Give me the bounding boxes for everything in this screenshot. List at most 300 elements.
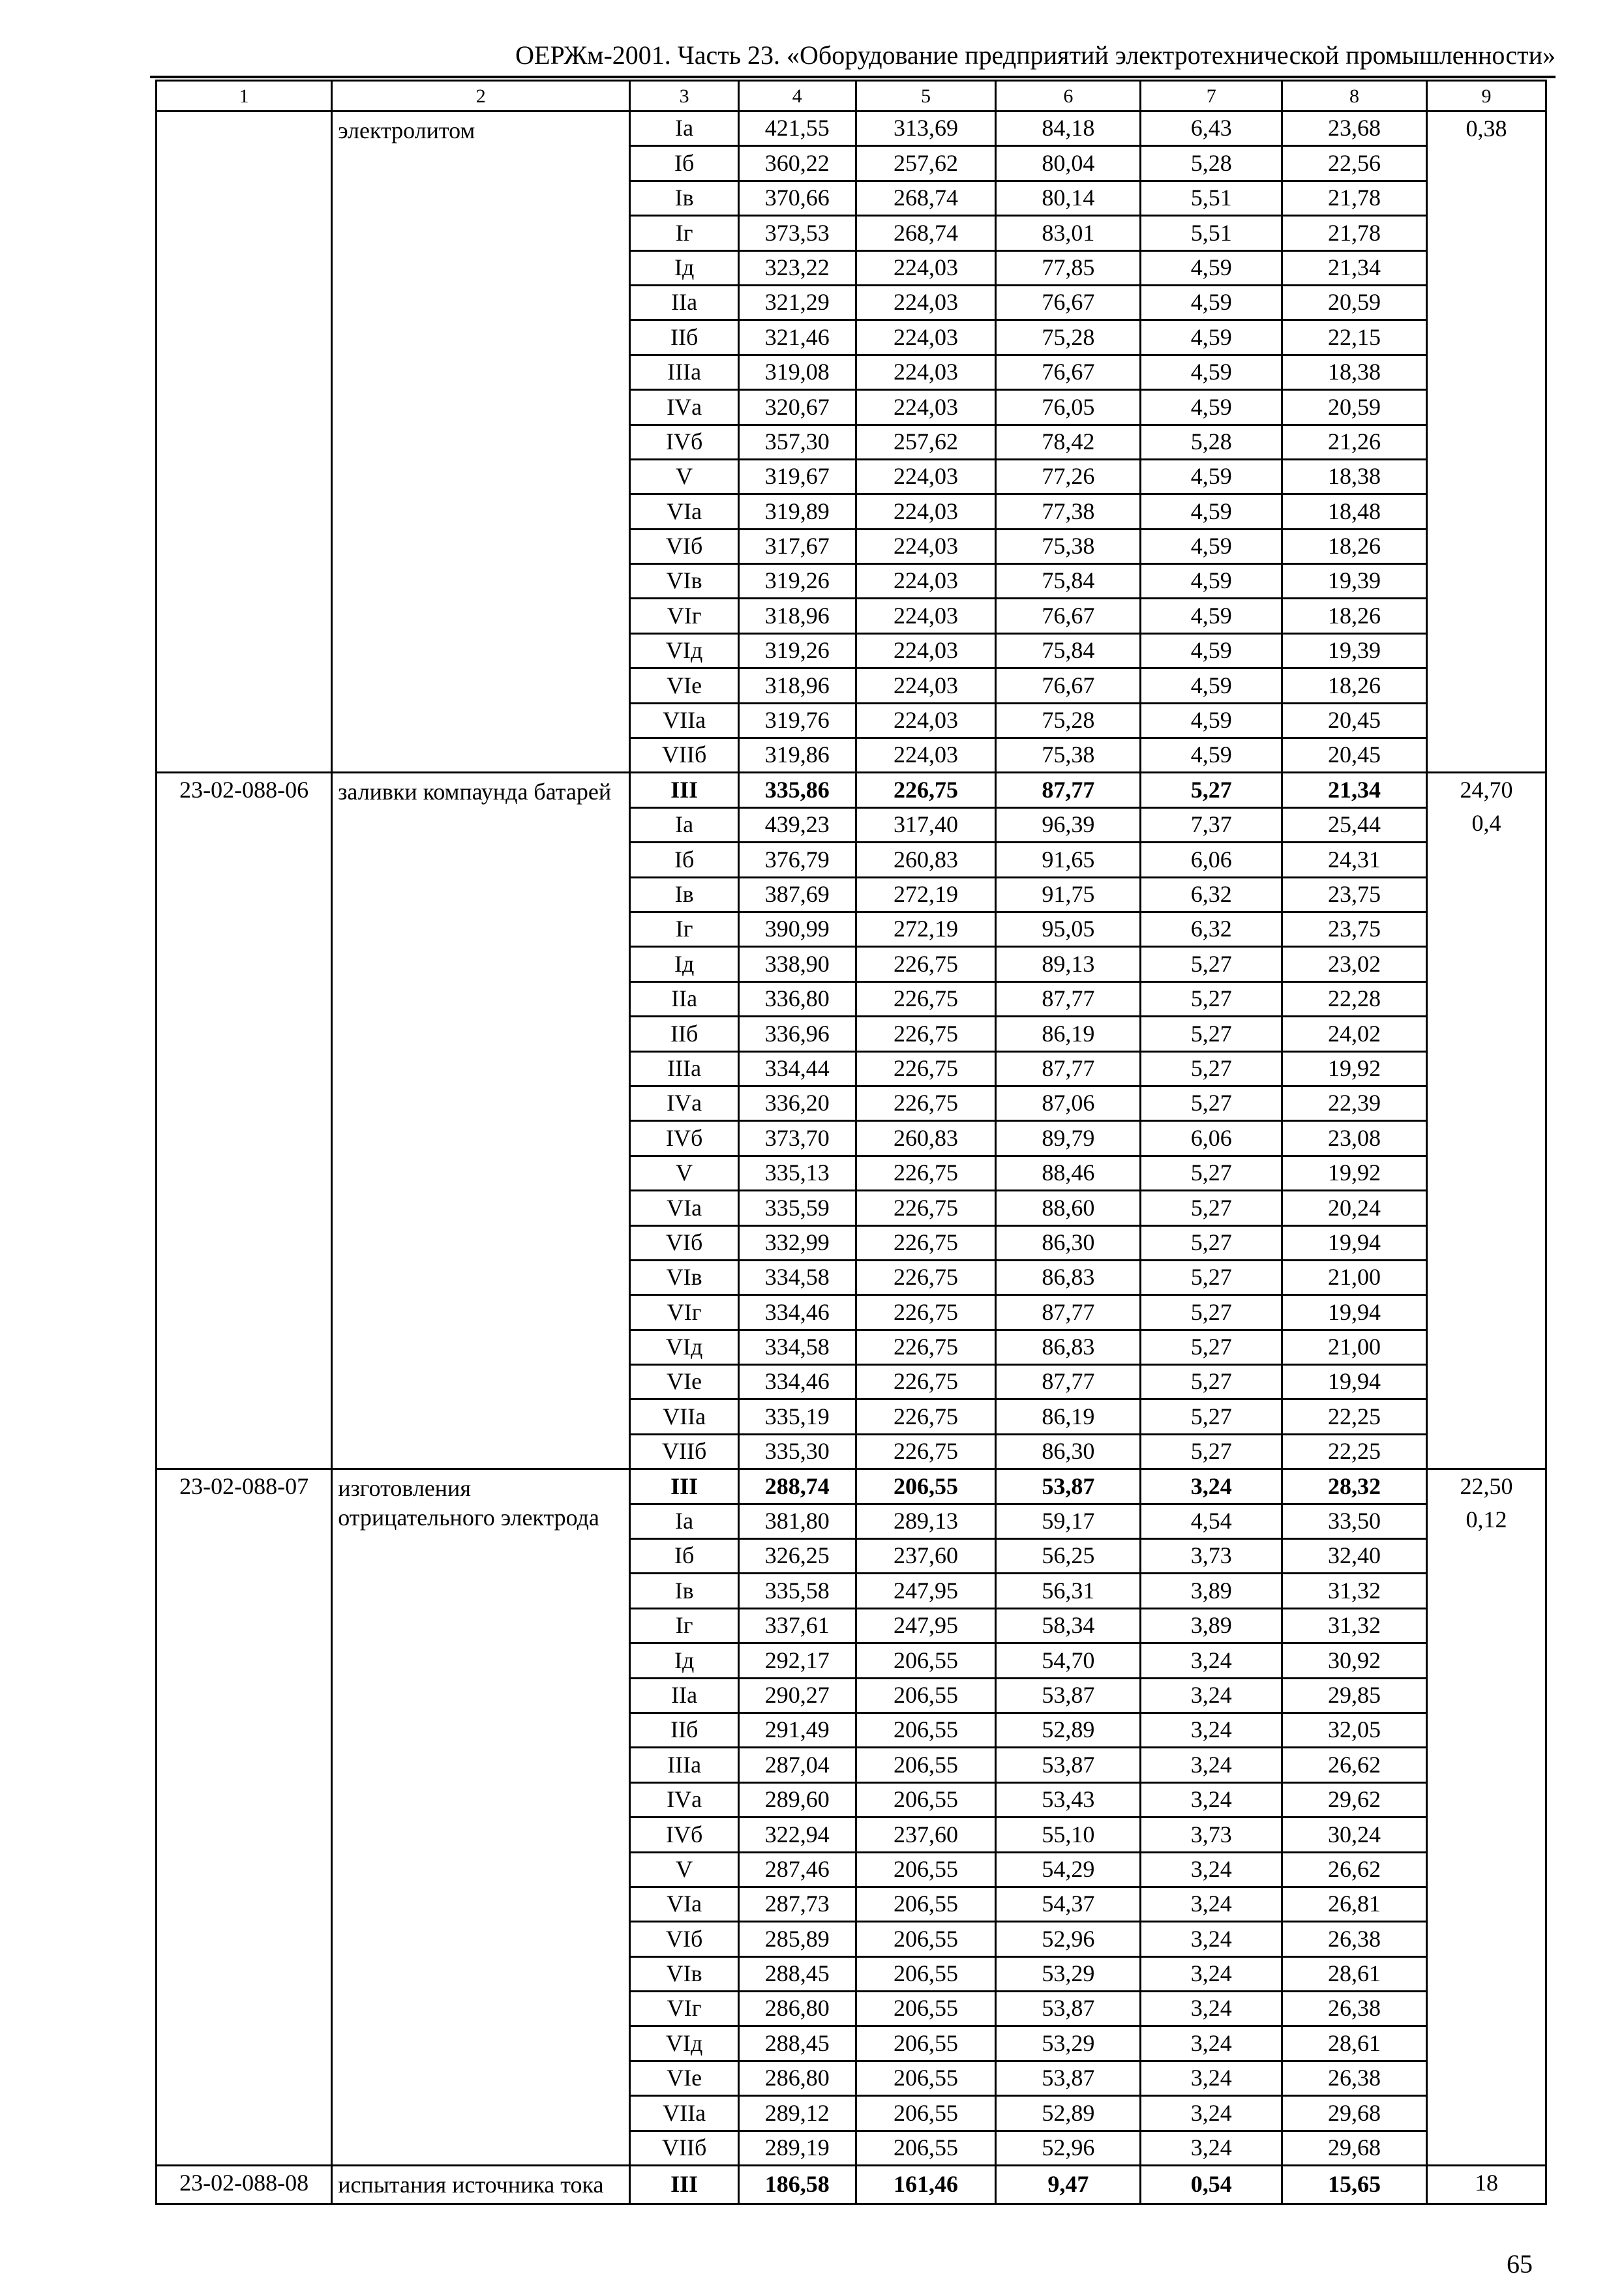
value-cell: 0,54 (1141, 2166, 1282, 2204)
value-cell: 4,59 (1141, 459, 1282, 494)
value-cell: 29,62 (1282, 1782, 1427, 1817)
page-number: 65 (1507, 2249, 1533, 2279)
value-cell: 335,58 (738, 1574, 856, 1608)
value-cell: 224,03 (856, 703, 996, 738)
value-cell: 19,39 (1282, 633, 1427, 668)
value-cell: 75,84 (996, 564, 1141, 599)
value-cell: 4,59 (1141, 320, 1282, 355)
value-cell: 313,69 (856, 112, 996, 146)
value-cell: 77,85 (996, 250, 1141, 285)
value-cell: 22,25 (1282, 1434, 1427, 1469)
zone-cell: IIб (630, 1017, 738, 1051)
value-cell: 3,24 (1141, 1887, 1282, 1921)
value-cell: 3,24 (1141, 2061, 1282, 2095)
value-cell: 76,67 (996, 355, 1141, 389)
value-cell: 335,13 (738, 1156, 856, 1190)
value-cell: 23,08 (1282, 1121, 1427, 1156)
value-cell: 290,27 (738, 1678, 856, 1713)
value-cell: 31,32 (1282, 1608, 1427, 1643)
value-cell: 206,55 (856, 1922, 996, 1956)
value-cell: 91,65 (996, 843, 1141, 877)
value-cell: 87,77 (996, 1051, 1141, 1086)
value-cell: 4,59 (1141, 285, 1282, 320)
value-cell: 76,05 (996, 390, 1141, 425)
value-cell: 376,79 (738, 843, 856, 877)
value-cell: 320,67 (738, 390, 856, 425)
value-cell: 237,60 (856, 1818, 996, 1852)
zone-cell: VIг (630, 1992, 738, 2026)
material-column-cell (1427, 2166, 1546, 2204)
value-cell: 224,03 (856, 390, 996, 425)
value-cell: 321,29 (738, 285, 856, 320)
value-cell: 22,39 (1282, 1086, 1427, 1120)
value-cell: 3,73 (1141, 1539, 1282, 1574)
column-number: 5 (856, 81, 996, 112)
value-cell: 26,62 (1282, 1748, 1427, 1782)
value-cell: 6,32 (1141, 912, 1282, 946)
material-column-cell (1427, 773, 1546, 1469)
zone-cell: Iд (630, 947, 738, 981)
value-cell: 288,74 (738, 1469, 856, 1504)
zone-cell: VIд (630, 633, 738, 668)
value-cell: 260,83 (856, 1121, 996, 1156)
value-cell: 291,49 (738, 1713, 856, 1747)
value-cell: 206,55 (856, 2061, 996, 2095)
zone-cell: VIб (630, 1922, 738, 1956)
value-cell: 80,04 (996, 146, 1141, 181)
zone-cell: VIIа (630, 2096, 738, 2131)
column-number: 9 (1427, 81, 1546, 112)
value-cell: 319,89 (738, 494, 856, 529)
value-cell: 18,38 (1282, 459, 1427, 494)
value-cell: 86,83 (996, 1260, 1141, 1294)
value-cell: 224,03 (856, 529, 996, 563)
value-cell: 226,75 (856, 947, 996, 981)
value-cell: 23,75 (1282, 912, 1427, 946)
zone-cell: V (630, 1852, 738, 1887)
value-cell: 421,55 (738, 112, 856, 146)
value-cell: 224,03 (856, 494, 996, 529)
table-row (157, 773, 1546, 807)
zone-cell: Iд (630, 1643, 738, 1678)
value-cell: 5,28 (1141, 146, 1282, 181)
value-cell: 322,94 (738, 1818, 856, 1852)
value-cell: 206,55 (856, 2131, 996, 2165)
value-cell: 26,62 (1282, 1852, 1427, 1887)
value-cell: 87,77 (996, 1365, 1141, 1399)
value-cell: 319,76 (738, 703, 856, 738)
zone-cell: Iа (630, 1504, 738, 1538)
value-cell: 4,59 (1141, 633, 1282, 668)
value-cell: 4,59 (1141, 390, 1282, 425)
value-cell: 206,55 (856, 1782, 996, 1817)
value-cell: 21,26 (1282, 425, 1427, 459)
value-cell: 19,92 (1282, 1051, 1427, 1086)
value-cell: 95,05 (996, 912, 1141, 946)
value-cell: 289,19 (738, 2131, 856, 2165)
column-9-sub-value: 0,4 (1471, 809, 1501, 836)
value-cell: 19,94 (1282, 1295, 1427, 1330)
value-cell: 319,08 (738, 355, 856, 389)
value-cell: 335,86 (738, 773, 856, 807)
value-cell: 54,29 (996, 1852, 1141, 1887)
zone-cell: III (630, 1469, 738, 1504)
value-cell: 318,96 (738, 668, 856, 703)
value-cell: 289,60 (738, 1782, 856, 1817)
value-cell: 326,25 (738, 1539, 856, 1574)
value-cell: 226,75 (856, 773, 996, 807)
value-cell: 5,27 (1141, 1399, 1282, 1434)
column-9-value: 22,50 (1460, 1473, 1513, 1500)
value-cell: 3,24 (1141, 2026, 1282, 2061)
value-cell: 21,00 (1282, 1330, 1427, 1364)
value-cell: 206,55 (856, 1469, 996, 1504)
value-cell: 224,03 (856, 738, 996, 773)
value-cell: 53,87 (996, 1748, 1141, 1782)
running-header (150, 39, 1556, 78)
zone-cell: VIе (630, 1365, 738, 1399)
value-cell: 334,44 (738, 1051, 856, 1086)
zone-cell: VIг (630, 1295, 738, 1330)
value-cell: 52,96 (996, 2131, 1141, 2165)
value-cell: 336,20 (738, 1086, 856, 1120)
zone-cell: VIIа (630, 703, 738, 738)
value-cell: 226,75 (856, 1051, 996, 1086)
table-row (157, 112, 1546, 146)
value-cell: 56,31 (996, 1574, 1141, 1608)
work-name: электролитом (332, 112, 630, 773)
zone-cell: VIд (630, 1330, 738, 1364)
value-cell: 53,43 (996, 1782, 1141, 1817)
value-cell: 3,24 (1141, 1852, 1282, 1887)
value-cell: 25,44 (1282, 807, 1427, 842)
value-cell: 5,27 (1141, 1330, 1282, 1364)
value-cell: 20,45 (1282, 738, 1427, 773)
value-cell: 21,78 (1282, 181, 1427, 215)
value-cell: 226,75 (856, 1434, 996, 1469)
value-cell: 3,24 (1141, 2096, 1282, 2131)
value-cell: 53,87 (996, 1992, 1141, 2026)
value-cell: 224,03 (856, 320, 996, 355)
value-cell: 87,06 (996, 1086, 1141, 1120)
value-cell: 289,13 (856, 1504, 996, 1538)
value-cell: 247,95 (856, 1574, 996, 1608)
header-title: ОЕРЖм-2001. Часть 23. «Оборудование предприятий электротехнической промышленности» (515, 40, 1556, 70)
value-cell: 30,92 (1282, 1643, 1427, 1678)
value-cell: 226,75 (856, 1086, 996, 1120)
value-cell: 226,75 (856, 1017, 996, 1051)
value-cell: 26,38 (1282, 1992, 1427, 2026)
value-cell: 3,89 (1141, 1608, 1282, 1643)
zone-cell: IIIа (630, 1051, 738, 1086)
value-cell: 19,94 (1282, 1225, 1427, 1260)
value-cell: 5,27 (1141, 1017, 1282, 1051)
value-cell: 360,22 (738, 146, 856, 181)
value-cell: 4,59 (1141, 529, 1282, 563)
value-cell: 337,61 (738, 1608, 856, 1643)
value-cell: 75,38 (996, 738, 1141, 773)
value-cell: 335,30 (738, 1434, 856, 1469)
value-cell: 319,26 (738, 633, 856, 668)
zone-cell: VIа (630, 494, 738, 529)
value-cell: 5,51 (1141, 181, 1282, 215)
value-cell: 4,59 (1141, 494, 1282, 529)
value-cell: 335,19 (738, 1399, 856, 1434)
column-number: 3 (630, 81, 738, 112)
value-cell: 5,27 (1141, 1225, 1282, 1260)
value-cell: 3,24 (1141, 1678, 1282, 1713)
value-cell: 224,03 (856, 285, 996, 320)
value-cell: 29,68 (1282, 2096, 1427, 2131)
value-cell: 52,89 (996, 2096, 1141, 2131)
value-cell: 28,61 (1282, 1956, 1427, 1991)
value-cell: 86,30 (996, 1434, 1141, 1469)
value-cell: 19,94 (1282, 1365, 1427, 1399)
value-cell: 6,43 (1141, 112, 1282, 146)
value-cell: 88,46 (996, 1156, 1141, 1190)
value-cell: 336,96 (738, 1017, 856, 1051)
value-cell: 75,84 (996, 633, 1141, 668)
value-cell: 3,24 (1141, 2131, 1282, 2165)
value-cell: 272,19 (856, 877, 996, 912)
value-cell: 357,30 (738, 425, 856, 459)
value-cell: 4,59 (1141, 355, 1282, 389)
value-cell: 86,30 (996, 1225, 1141, 1260)
work-name: изготовления отрицательного электрода (332, 1469, 630, 2166)
value-cell: 32,05 (1282, 1713, 1427, 1747)
value-cell: 4,59 (1141, 564, 1282, 599)
value-cell: 5,27 (1141, 1156, 1282, 1190)
value-cell: 5,27 (1141, 773, 1282, 807)
zone-cell: IIа (630, 981, 738, 1016)
value-cell: 5,27 (1141, 1295, 1282, 1330)
value-cell: 286,80 (738, 2061, 856, 2095)
value-cell: 387,69 (738, 877, 856, 912)
zone-cell: VIIб (630, 2131, 738, 2165)
value-cell: 3,24 (1141, 1782, 1282, 1817)
value-cell: 18,48 (1282, 494, 1427, 529)
value-cell: 285,89 (738, 1922, 856, 1956)
zone-cell: VIа (630, 1191, 738, 1225)
value-cell: 54,70 (996, 1643, 1141, 1678)
value-cell: 206,55 (856, 2096, 996, 2131)
value-cell: 224,03 (856, 459, 996, 494)
zone-cell: Iг (630, 216, 738, 250)
value-cell: 186,58 (738, 2166, 856, 2204)
zone-cell: VIд (630, 2026, 738, 2061)
value-cell: 87,77 (996, 1295, 1141, 1330)
value-cell: 4,59 (1141, 738, 1282, 773)
value-cell: 21,34 (1282, 773, 1427, 807)
value-cell: 76,67 (996, 285, 1141, 320)
value-cell: 206,55 (856, 1852, 996, 1887)
value-cell: 23,68 (1282, 112, 1427, 146)
column-9-value: 24,70 (1460, 777, 1513, 803)
column-number: 7 (1141, 81, 1282, 112)
zone-cell: IVб (630, 1121, 738, 1156)
value-cell: 257,62 (856, 425, 996, 459)
value-cell: 3,24 (1141, 1956, 1282, 1991)
zone-cell: III (630, 773, 738, 807)
value-cell: 76,67 (996, 668, 1141, 703)
value-cell: 28,32 (1282, 1469, 1427, 1504)
value-cell: 3,24 (1141, 1469, 1282, 1504)
value-cell: 288,45 (738, 1956, 856, 1991)
column-number: 1 (157, 81, 332, 112)
work-name: заливки компаунда батарей (332, 773, 630, 1469)
value-cell: 381,80 (738, 1504, 856, 1538)
value-cell: 87,77 (996, 773, 1141, 807)
zone-cell: VIв (630, 1260, 738, 1294)
value-cell: 224,03 (856, 599, 996, 633)
value-cell: 6,06 (1141, 1121, 1282, 1156)
zone-cell: IVб (630, 425, 738, 459)
value-cell: 373,53 (738, 216, 856, 250)
value-cell: 26,38 (1282, 2061, 1427, 2095)
value-cell: 390,99 (738, 912, 856, 946)
column-number-row (157, 81, 1546, 112)
zone-cell: IVа (630, 1782, 738, 1817)
value-cell: 321,46 (738, 320, 856, 355)
value-cell: 338,90 (738, 947, 856, 981)
value-cell: 6,32 (1141, 877, 1282, 912)
value-cell: 5,27 (1141, 1191, 1282, 1225)
zone-cell: VIг (630, 599, 738, 633)
value-cell: 53,87 (996, 2061, 1141, 2095)
value-cell: 58,34 (996, 1608, 1141, 1643)
table-body (157, 81, 1546, 2204)
zone-cell: IIа (630, 1678, 738, 1713)
value-cell: 76,67 (996, 599, 1141, 633)
zone-cell: V (630, 459, 738, 494)
value-cell: 22,15 (1282, 320, 1427, 355)
zone-cell: Iв (630, 1574, 738, 1608)
zone-cell: VIе (630, 668, 738, 703)
zone-cell: IIа (630, 285, 738, 320)
value-cell: 318,96 (738, 599, 856, 633)
value-cell: 272,19 (856, 912, 996, 946)
column-number: 4 (738, 81, 856, 112)
value-cell: 4,54 (1141, 1504, 1282, 1538)
value-cell: 370,66 (738, 181, 856, 215)
value-cell: 26,81 (1282, 1887, 1427, 1921)
value-cell: 29,85 (1282, 1678, 1427, 1713)
value-cell: 5,51 (1141, 216, 1282, 250)
column-9-sub-value: 0,12 (1466, 1506, 1507, 1533)
value-cell: 33,50 (1282, 1504, 1427, 1538)
value-cell: 56,25 (996, 1539, 1141, 1574)
value-cell: 161,46 (856, 2166, 996, 2204)
zone-cell: IVа (630, 390, 738, 425)
value-cell: 4,59 (1141, 250, 1282, 285)
value-cell: 96,39 (996, 807, 1141, 842)
value-cell: 23,75 (1282, 877, 1427, 912)
value-cell: 77,26 (996, 459, 1141, 494)
zone-cell: Iг (630, 1608, 738, 1643)
value-cell: 18,38 (1282, 355, 1427, 389)
value-cell: 4,59 (1141, 668, 1282, 703)
material-column-cell (1427, 112, 1546, 773)
value-cell: 53,29 (996, 2026, 1141, 2061)
value-cell: 86,19 (996, 1399, 1141, 1434)
value-cell: 20,45 (1282, 703, 1427, 738)
value-cell: 3,24 (1141, 1643, 1282, 1678)
zone-cell: VIб (630, 529, 738, 563)
zone-cell: IIIа (630, 355, 738, 389)
value-cell: 206,55 (856, 1643, 996, 1678)
value-cell: 22,56 (1282, 146, 1427, 181)
column-9-value: 0,38 (1466, 115, 1507, 142)
value-cell: 5,27 (1141, 1434, 1282, 1469)
value-cell: 289,12 (738, 2096, 856, 2131)
value-cell: 21,34 (1282, 250, 1427, 285)
zone-cell: III (630, 2166, 738, 2204)
work-name: испытания источника тока (332, 2166, 630, 2204)
value-cell: 6,06 (1141, 843, 1282, 877)
zone-cell: IIIа (630, 1748, 738, 1782)
table-row (157, 2166, 1546, 2204)
value-cell: 18,26 (1282, 529, 1427, 563)
value-cell: 5,27 (1141, 947, 1282, 981)
value-cell: 226,75 (856, 1156, 996, 1190)
value-cell: 28,61 (1282, 2026, 1427, 2061)
value-cell: 317,67 (738, 529, 856, 563)
zone-cell: Iд (630, 250, 738, 285)
zone-cell: VIб (630, 1225, 738, 1260)
value-cell: 226,75 (856, 1225, 996, 1260)
value-cell: 206,55 (856, 1887, 996, 1921)
value-cell: 24,31 (1282, 843, 1427, 877)
zone-cell: VIIб (630, 738, 738, 773)
value-cell: 226,75 (856, 1365, 996, 1399)
value-cell: 83,01 (996, 216, 1141, 250)
value-cell: 286,80 (738, 1992, 856, 2026)
column-number: 2 (332, 81, 630, 112)
value-cell: 7,37 (1141, 807, 1282, 842)
value-cell: 334,58 (738, 1330, 856, 1364)
rates-table (155, 80, 1547, 2205)
value-cell: 3,89 (1141, 1574, 1282, 1608)
value-cell: 373,70 (738, 1121, 856, 1156)
value-cell: 224,03 (856, 355, 996, 389)
value-cell: 3,73 (1141, 1818, 1282, 1852)
value-cell: 206,55 (856, 1956, 996, 1991)
value-cell: 53,29 (996, 1956, 1141, 1991)
value-cell: 206,55 (856, 2026, 996, 2061)
value-cell: 226,75 (856, 1295, 996, 1330)
value-cell: 32,40 (1282, 1539, 1427, 1574)
value-cell: 5,28 (1141, 425, 1282, 459)
rate-code: 23-02-088-08 (157, 2166, 332, 2204)
zone-cell: IIб (630, 320, 738, 355)
value-cell: 292,17 (738, 1643, 856, 1678)
value-cell: 334,46 (738, 1295, 856, 1330)
rate-code: 23-02-088-07 (157, 1469, 332, 2166)
value-cell: 5,27 (1141, 1086, 1282, 1120)
zone-cell: Iв (630, 877, 738, 912)
zone-cell: VIа (630, 1887, 738, 1921)
value-cell: 24,02 (1282, 1017, 1427, 1051)
value-cell: 55,10 (996, 1818, 1141, 1852)
value-cell: 5,27 (1141, 981, 1282, 1016)
zone-cell: Iа (630, 112, 738, 146)
value-cell: 319,67 (738, 459, 856, 494)
value-cell: 224,03 (856, 668, 996, 703)
value-cell: 237,60 (856, 1539, 996, 1574)
value-cell: 26,38 (1282, 1922, 1427, 1956)
value-cell: 75,28 (996, 703, 1141, 738)
value-cell: 334,46 (738, 1365, 856, 1399)
